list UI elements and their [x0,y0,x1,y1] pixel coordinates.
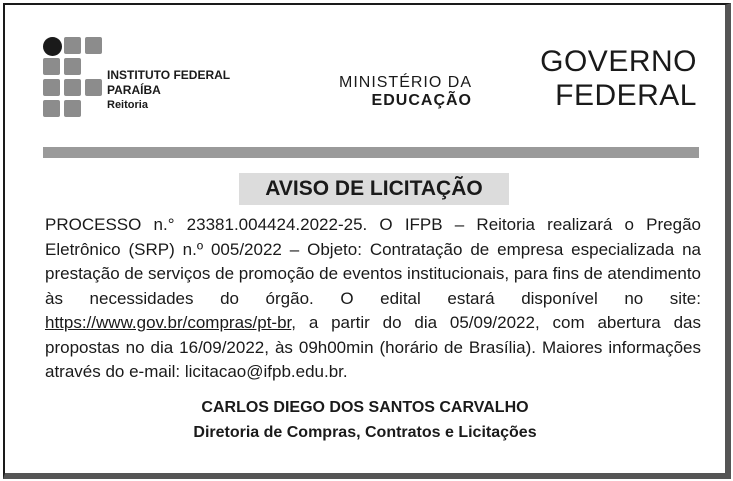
signature-name: CARLOS DIEGO DOS SANTOS CARVALHO [201,399,529,416]
ministry-line2: EDUCAÇÃO [371,92,472,109]
signature-department: Diretoria de Compras, Contratos e Licitações [193,424,537,441]
ministry-line1: MINISTÉRIO DA [338,74,472,91]
logo-square [43,79,60,96]
header-divider [43,147,699,158]
institute-line1: INSTITUTO FEDERAL [107,68,231,82]
logo-square [64,100,81,117]
ifpb-logo [43,37,109,117]
logo-square [64,37,81,54]
logo-dot [43,37,62,56]
institute-line3: Reitoria [107,99,148,111]
notice-text-before-link: PROCESSO n.° 23381.004424.2022-25. O IFPB – Reitoria realizará o Pregão Eletrônico (SRP) n.º 005/2022 – Objeto: Contratação de empresa especializada na prestação de serviços de promoção de eventos institucionais, para fins de atendimento às necessidades do órgão. O edital estará disponível no site: [45,215,701,308]
government-name [540,45,697,113]
logo-square [85,37,102,54]
logo-square [64,79,81,96]
notice-link[interactable]: https://www.gov.br/compras/pt-br [45,313,292,332]
logo-square [43,100,60,117]
notice-text-after-link: , a partir do dia 05/09/2022, com abertura das propostas no dia 16/09/2022, às 09h00min (horário de Brasília). Maiores informações através do e-mail: licitacao@ifpb.edu.br. [45,313,701,381]
government-line1: GOVERNO [540,45,697,78]
logo-square [43,58,60,75]
notice-title: AVISO DE LICITAÇÃO [239,173,509,205]
institute-line2: PARAÍBA [107,83,161,97]
notice-frame [3,3,731,479]
notice-body [45,213,701,385]
logo-square [85,79,102,96]
ministry-name [319,74,472,110]
institute-name [107,68,230,113]
government-line2: FEDERAL [555,79,697,112]
logo-square [64,58,81,75]
